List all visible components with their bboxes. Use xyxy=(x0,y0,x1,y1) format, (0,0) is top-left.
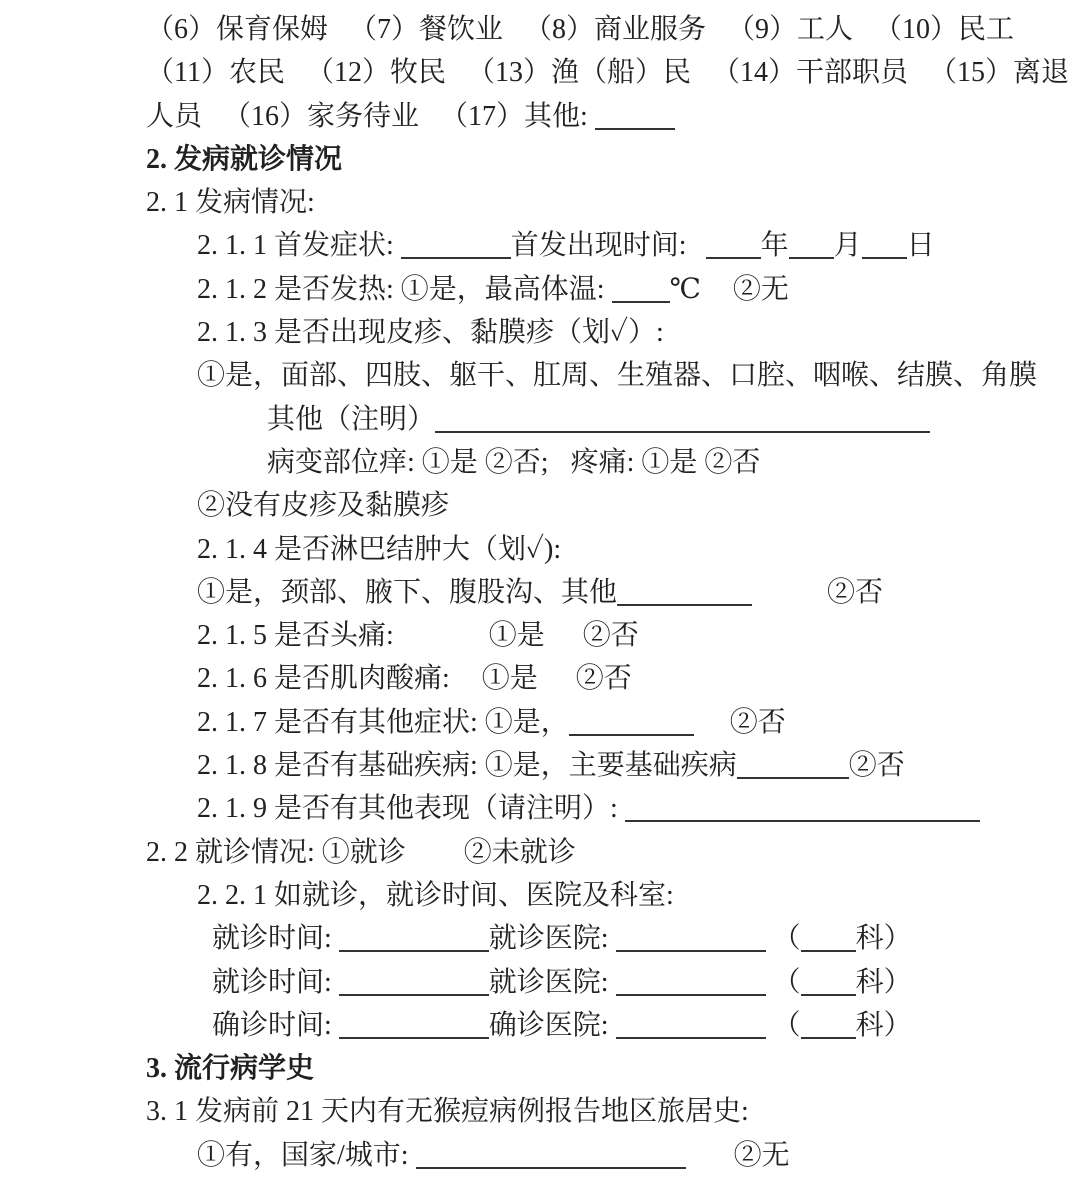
blank-fill-in-field xyxy=(401,231,511,259)
item-3-1-travel-history xyxy=(0,1090,1080,1133)
item-2-1-3-rash-other xyxy=(0,398,1080,441)
spacer xyxy=(686,1162,734,1164)
text-segment: 科） xyxy=(855,966,912,998)
text-segment: ②否 xyxy=(582,620,639,652)
text-segment: 病变部位痒: ①是 ②否; xyxy=(267,446,549,478)
item-2-1-1-first-symptom xyxy=(0,224,1080,267)
blank-fill-in-field xyxy=(416,1141,686,1169)
text-segment: ①是 xyxy=(488,620,545,652)
blank-fill-in-field xyxy=(616,924,766,952)
text-segment: 日 xyxy=(906,230,935,262)
text-segment: 其他（注明） xyxy=(267,403,436,435)
text-segment: 确诊时间: xyxy=(212,1009,339,1041)
item-2-1-4-lymph-yes xyxy=(0,571,1080,614)
text-segment: 2. 1. 3 是否出现皮疹、黏膜疹（划✓）: xyxy=(197,317,664,349)
occupation-codes-line-1 xyxy=(0,8,1080,51)
text-segment: ℃ xyxy=(669,273,701,305)
text-segment: 疼痛: ①是 ②否 xyxy=(570,446,761,478)
text-segment: 2. 1. 5 是否头痛: xyxy=(197,620,394,652)
item-2-1-5-headache xyxy=(0,614,1080,657)
spacer xyxy=(545,642,583,644)
item-2-1-onset xyxy=(0,181,1080,224)
text-segment: 2. 2. 1 如就诊，就诊时间、医院及科室: xyxy=(197,879,674,911)
text-segment: 2. 1. 4 是否淋巴结肿大（划✓): xyxy=(197,533,562,565)
text-segment: 就诊时间: xyxy=(212,966,339,998)
blank-fill-in-field xyxy=(617,578,752,606)
item-2-1-6-myalgia xyxy=(0,657,1080,700)
spacer xyxy=(694,252,706,254)
text-segment: 年 xyxy=(760,230,789,262)
text-segment: 首发出现时间: xyxy=(510,230,694,262)
text-segment: 2. 1. 1 首发症状: xyxy=(197,230,401,262)
text-segment: （ xyxy=(765,1009,801,1041)
item-2-1-9-other-manifestations xyxy=(0,787,1080,830)
text-segment: 3. 流行病学史 xyxy=(146,1053,315,1085)
text-segment: ②否 xyxy=(575,663,632,695)
visit-record-row-1 xyxy=(0,917,1080,960)
blank-fill-in-field xyxy=(625,794,980,822)
text-segment: ①是，颈部、腋下、腹股沟、其他 xyxy=(197,576,618,608)
section-3-title xyxy=(0,1047,1080,1090)
text-segment: ②无 xyxy=(733,1139,790,1171)
section-2-title xyxy=(0,138,1080,181)
diagnosis-record-row xyxy=(0,1004,1080,1047)
blank-fill-in-field xyxy=(706,231,761,259)
blank-fill-in-field xyxy=(612,275,670,303)
item-2-1-3-no-rash xyxy=(0,484,1080,527)
text-segment: 2. 1. 2 是否发热: ①是，最高体温: xyxy=(197,273,612,305)
spacer xyxy=(406,859,464,861)
text-segment: ②否 xyxy=(827,576,884,608)
text-segment: ②否 xyxy=(848,750,905,782)
blank-fill-in-field xyxy=(616,968,766,996)
text-segment: 2. 1. 8 是否有基础疾病: ①是，主要基础疾病 xyxy=(197,750,737,782)
item-2-1-3-rash-question xyxy=(0,311,1080,354)
text-segment: 确诊医院: xyxy=(488,1009,616,1041)
text-segment: 月 xyxy=(833,230,862,262)
blank-fill-in-field xyxy=(339,968,489,996)
blank-fill-in-field xyxy=(737,751,849,779)
blank-fill-in-field xyxy=(339,924,489,952)
text-segment: 2. 1. 6 是否肌肉酸痛: xyxy=(197,663,450,695)
item-2-1-2-fever xyxy=(0,268,1080,311)
spacer xyxy=(752,599,827,601)
text-segment: 科） xyxy=(855,923,912,955)
item-2-1-3-itch-pain xyxy=(0,441,1080,484)
occupation-codes-line-3 xyxy=(0,95,1080,138)
text-segment: （ xyxy=(765,966,801,998)
item-2-1-8-underlying-disease xyxy=(0,744,1080,787)
text-segment: 2. 1. 9 是否有其他表现（请注明）: xyxy=(197,793,625,825)
form-body xyxy=(0,8,1080,1177)
text-segment: 3. 1 发病前 21 天内有无猴痘病例报告地区旅居史: xyxy=(146,1096,749,1128)
spacer xyxy=(694,729,730,731)
blank-fill-in-field xyxy=(862,231,907,259)
text-segment: （ xyxy=(765,923,801,955)
spacer xyxy=(538,685,576,687)
text-segment: ②无 xyxy=(732,273,789,305)
spacer xyxy=(549,469,571,471)
blank-fill-in-field xyxy=(595,102,675,130)
blank-fill-in-field xyxy=(616,1011,766,1039)
item-2-1-4-lymph-question xyxy=(0,528,1080,571)
spacer xyxy=(701,296,733,298)
blank-fill-in-field xyxy=(435,405,930,433)
text-segment: ①有，国家/城市: xyxy=(197,1139,416,1171)
occupation-codes-line-2 xyxy=(0,51,1080,94)
text-segment: ②没有皮疹及黏膜疹 xyxy=(197,490,450,522)
text-segment: 科） xyxy=(855,1009,912,1041)
blank-fill-in-field xyxy=(789,231,834,259)
text-segment: 2. 1 发病情况: xyxy=(146,187,315,219)
blank-fill-in-field xyxy=(569,708,694,736)
text-segment: 就诊医院: xyxy=(488,923,616,955)
text-segment: ①是 xyxy=(481,663,538,695)
item-2-2-1-visit-details xyxy=(0,874,1080,917)
spacer xyxy=(450,685,482,687)
spacer xyxy=(394,642,489,644)
text-segment: ①是，面部、四肢、躯干、肛周、生殖器、口腔、咽喉、结膜、角膜 xyxy=(197,360,1038,392)
item-2-1-3-rash-yes-sites xyxy=(0,354,1080,397)
text-segment: ②否 xyxy=(729,706,786,738)
text-segment: 2. 2 就诊情况: ①就诊 xyxy=(146,836,406,868)
text-segment: 人员 （16）家务待业 （17）其他: xyxy=(146,100,595,132)
text-segment: 2. 发病就诊情况 xyxy=(146,143,343,175)
text-segment: （6）保育保姆 （7）餐饮业 （8）商业服务 （9）工人 （10）民工 xyxy=(146,14,1015,45)
text-segment: ②未就诊 xyxy=(463,836,576,868)
text-segment: （11）农民 （12）牧民 （13）渔（船）民 （14）干部职员 （15）离退 xyxy=(146,57,1069,89)
blank-fill-in-field xyxy=(801,924,856,952)
visit-record-row-2 xyxy=(0,961,1080,1004)
blank-fill-in-field xyxy=(801,1011,856,1039)
text-segment: 2. 1. 7 是否有其他症状: ①是， xyxy=(197,706,569,738)
item-2-1-7-other-symptoms xyxy=(0,701,1080,744)
blank-fill-in-field xyxy=(801,968,856,996)
blank-fill-in-field xyxy=(339,1011,489,1039)
item-3-1-travel-yes xyxy=(0,1134,1080,1177)
text-segment: 就诊时间: xyxy=(212,923,339,955)
text-segment: 就诊医院: xyxy=(488,966,616,998)
item-2-2-visit-status xyxy=(0,831,1080,874)
